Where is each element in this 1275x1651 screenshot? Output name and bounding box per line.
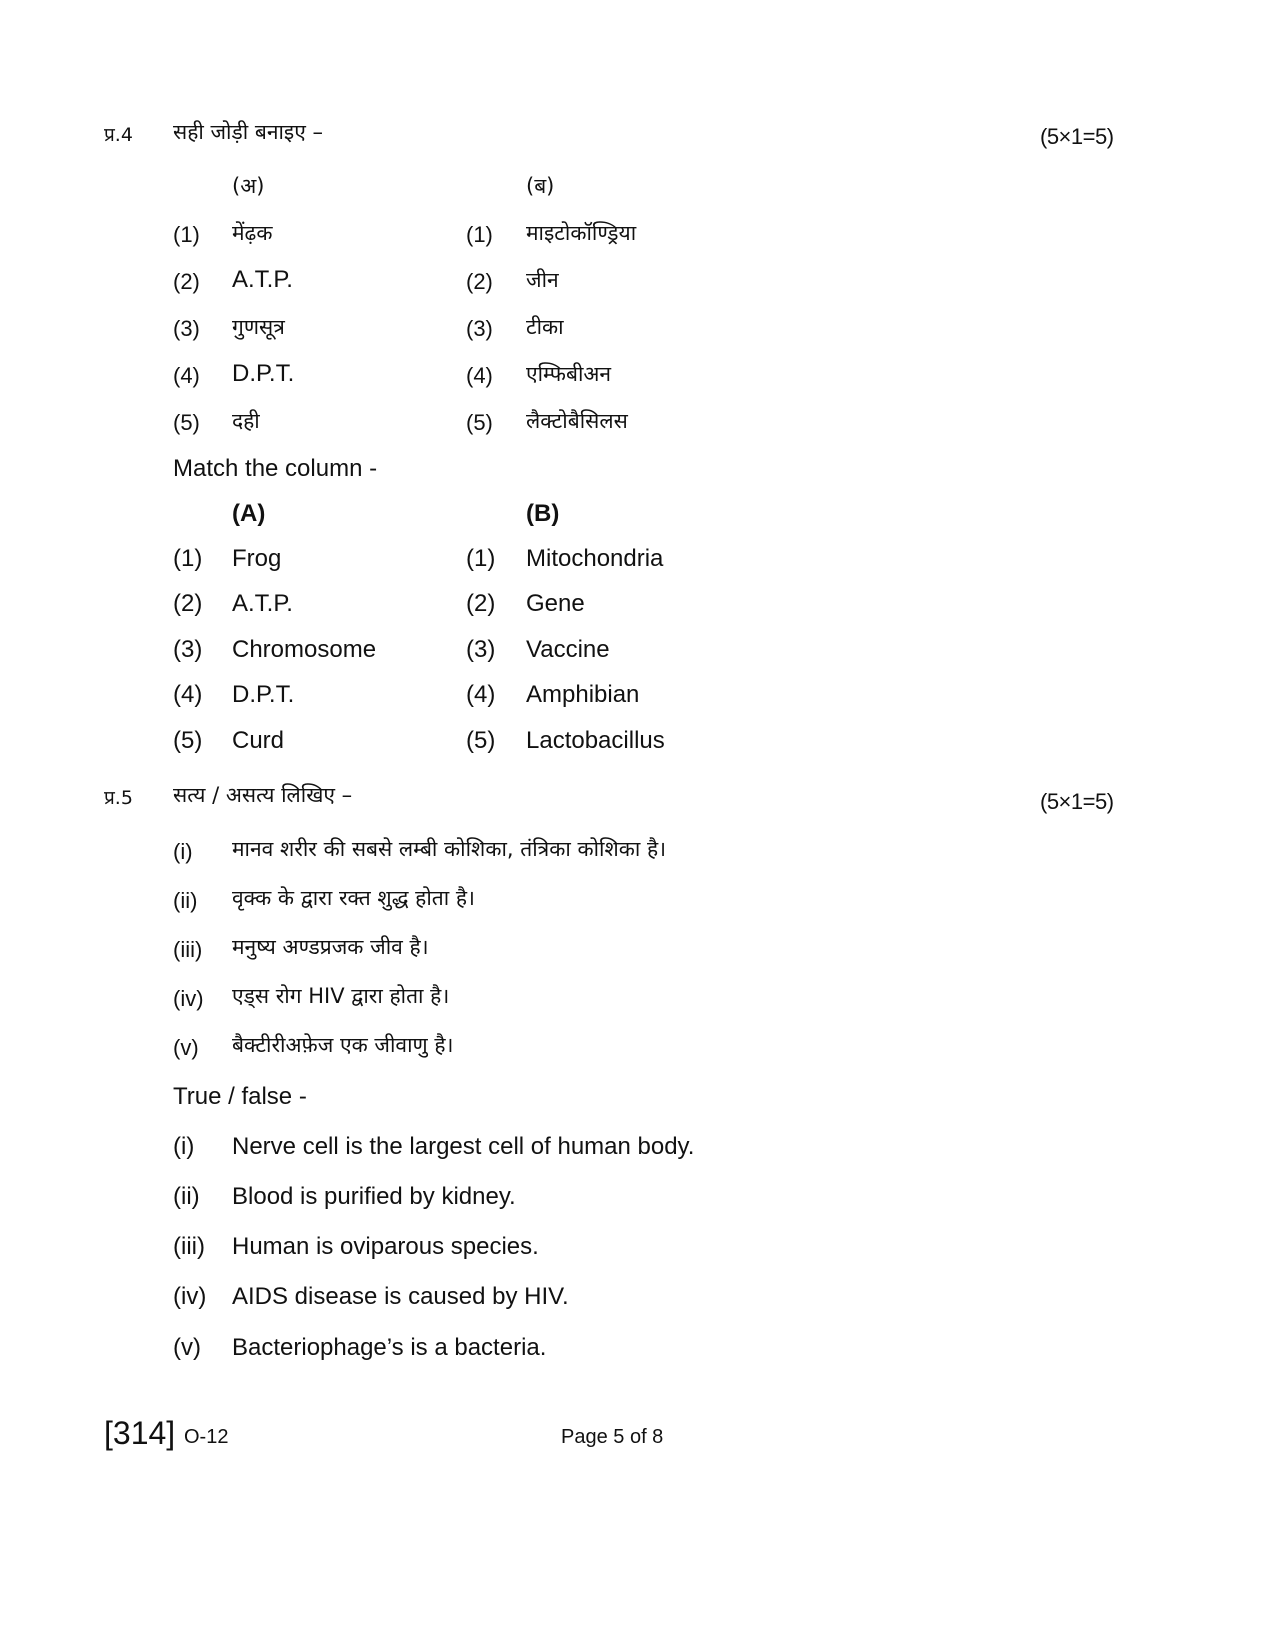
- statement-text: वृक्क के द्वारा रक्त शुद्ध होता है।: [232, 886, 475, 910]
- statement-text: बैक्टीरीअफ़ेज एक जीवाणु है।: [232, 1033, 454, 1057]
- statement-text: AIDS disease is caused by HIV.: [232, 1283, 569, 1310]
- statement-number: (v): [173, 1035, 199, 1060]
- question-marks: (5×1=5): [1040, 124, 1114, 149]
- statement-number: (i): [173, 839, 193, 864]
- column-b-item: Lactobacillus: [526, 727, 665, 754]
- statement-text: Bacteriophage’s is a bacteria.: [232, 1334, 547, 1361]
- statement-number: (ii): [173, 1183, 200, 1210]
- statement-text: Blood is purified by kidney.: [232, 1183, 516, 1210]
- column-a-item: A.T.P.: [232, 590, 293, 617]
- item-number: (5): [173, 727, 203, 754]
- question-number: प्र.4: [104, 124, 133, 146]
- column-a-item: Chromosome: [232, 636, 377, 663]
- column-a-item: दही: [232, 409, 260, 433]
- column-b-header: (ब): [526, 174, 555, 198]
- item-number: (2): [466, 590, 496, 617]
- statement-number: (v): [173, 1334, 201, 1361]
- page-number: Page 5 of 8: [561, 1426, 664, 1448]
- column-b-item: लैक्टोबैसिलस: [526, 409, 628, 433]
- column-a-header: (अ): [232, 174, 265, 198]
- column-b-item: Gene: [526, 590, 585, 617]
- statement-number: (i): [173, 1133, 195, 1160]
- statement-number: (iv): [173, 986, 204, 1011]
- question-marks: (5×1=5): [1040, 789, 1114, 814]
- item-number: (5): [466, 727, 496, 754]
- item-number: (3): [466, 636, 496, 663]
- column-a-item: D.P.T.: [232, 681, 295, 708]
- column-b-header: (B): [526, 500, 560, 527]
- statement-number: (iii): [173, 937, 203, 962]
- item-number: (5): [173, 410, 200, 435]
- column-b-item: Amphibian: [526, 681, 640, 708]
- item-number: (1): [466, 222, 493, 247]
- column-a-item: गुणसूत्र: [232, 315, 285, 339]
- column-b-item: टीका: [526, 315, 564, 339]
- statement-number: (iv): [173, 1283, 207, 1310]
- question-instruction-hindi: सत्य / असत्य लिखिए –: [173, 783, 353, 807]
- item-number: (4): [466, 363, 493, 388]
- statement-text: एड्स रोग HIV द्वारा होता है।: [232, 984, 450, 1008]
- item-number: (1): [173, 222, 200, 247]
- statement-text: Human is oviparous species.: [232, 1233, 539, 1260]
- item-number: (3): [466, 316, 493, 341]
- statement-text: मनुष्य अण्डप्रजक जीव है।: [232, 935, 429, 959]
- item-number: (1): [173, 545, 203, 572]
- column-a-header: (A): [232, 500, 266, 527]
- item-number: (5): [466, 410, 493, 435]
- column-a-item: Curd: [232, 727, 285, 754]
- question-instruction-hindi: सही जोड़ी बनाइए –: [173, 120, 324, 144]
- question-number: प्र.5: [104, 787, 133, 809]
- column-a-item: D.P.T.: [232, 360, 295, 387]
- column-b-item: Mitochondria: [526, 545, 664, 572]
- item-number: (4): [466, 681, 496, 708]
- column-b-item: माइटोकॉण्ड्रिया: [526, 221, 637, 245]
- question-instruction-english: Match the column -: [173, 455, 378, 482]
- item-number: (2): [173, 590, 203, 617]
- item-number: (4): [173, 681, 203, 708]
- column-a-item: A.T.P.: [232, 266, 293, 293]
- column-b-item: Vaccine: [526, 636, 610, 663]
- column-a-item: मेंढ़क: [232, 221, 273, 245]
- paper-code: [314]: [104, 1415, 176, 1451]
- statement-number: (ii): [173, 888, 198, 913]
- statement-number: (iii): [173, 1233, 205, 1260]
- item-number: (2): [173, 269, 200, 294]
- paper-subcode: O-12: [184, 1426, 229, 1448]
- item-number: (4): [173, 363, 200, 388]
- statement-text: Nerve cell is the largest cell of human body.: [232, 1133, 695, 1160]
- column-a-item: Frog: [232, 545, 282, 572]
- statement-text: मानव शरीर की सबसे लम्बी कोशिका, तंत्रिका कोशिका है।: [232, 837, 667, 861]
- item-number: (3): [173, 316, 200, 341]
- item-number: (2): [466, 269, 493, 294]
- item-number: (3): [173, 636, 203, 663]
- column-b-item: एम्फिबीअन: [526, 362, 612, 386]
- question-instruction-english: True / false -: [173, 1083, 307, 1110]
- column-b-item: जीन: [526, 268, 559, 292]
- item-number: (1): [466, 545, 496, 572]
